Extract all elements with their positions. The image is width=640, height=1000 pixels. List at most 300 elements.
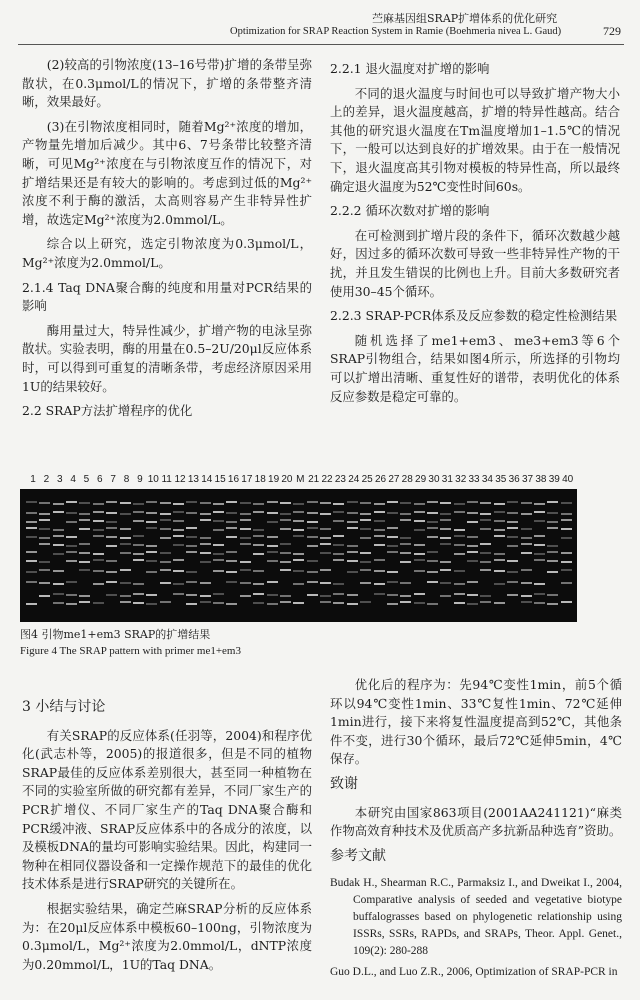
lane-label: 12 xyxy=(174,474,186,485)
gel-band xyxy=(427,521,438,523)
gel-band xyxy=(360,513,371,515)
gel-band xyxy=(66,536,77,538)
gel-band xyxy=(320,595,331,597)
gel-band xyxy=(507,512,518,514)
gel-band xyxy=(146,594,157,596)
gel-band xyxy=(414,570,425,572)
gel-band xyxy=(307,501,318,503)
gel-band xyxy=(79,569,90,571)
gel-band xyxy=(213,503,224,505)
gel-band xyxy=(133,520,144,522)
gel-band xyxy=(440,582,451,584)
gel-band xyxy=(253,529,264,531)
gel-band xyxy=(253,544,264,546)
gel-band xyxy=(79,595,90,597)
gel-band xyxy=(53,602,64,604)
gel-band xyxy=(521,537,532,539)
gel-band xyxy=(173,535,184,537)
lane-label: 38 xyxy=(535,474,547,485)
gel-band xyxy=(347,603,358,605)
lane-label: 21 xyxy=(308,474,320,485)
lane-label: 15 xyxy=(214,474,226,485)
gel-band xyxy=(454,503,465,505)
figure-caption-en: Figure 4 The SRAP pattern with primer me1+em3 xyxy=(20,645,241,657)
gel-band xyxy=(280,513,291,515)
gel-band xyxy=(507,571,518,573)
gel-band xyxy=(93,529,104,531)
gel-band xyxy=(106,501,117,503)
gel-band xyxy=(307,571,318,573)
gel-band xyxy=(494,529,505,531)
gel-band xyxy=(360,519,371,521)
gel-band xyxy=(280,552,291,554)
gel-band xyxy=(467,560,478,562)
gel-band xyxy=(226,603,237,605)
gel-band xyxy=(547,571,558,573)
gel-band xyxy=(39,537,50,539)
gel-band xyxy=(200,582,211,584)
lane-label: 6 xyxy=(97,474,103,485)
gel-band xyxy=(173,559,184,561)
gel-band xyxy=(39,519,50,521)
gel-band xyxy=(160,502,171,504)
gel-band xyxy=(106,571,117,573)
gel-band xyxy=(133,535,144,537)
gel-band xyxy=(39,528,50,530)
gel-band xyxy=(387,594,398,596)
gel-band xyxy=(561,513,572,515)
gel-band xyxy=(454,544,465,546)
gel-band xyxy=(494,559,505,561)
gel-band xyxy=(414,520,425,522)
paragraph: 在可检测到扩增片段的条件下，循环次数越少越好，因过多的循环次数可导致一些非特异性产物的干扰，并且发生错误的比例也上升。目前大多数研究者使用30–45个循环。 xyxy=(330,227,620,299)
gel-band xyxy=(400,595,411,597)
gel-band xyxy=(226,571,237,573)
gel-band xyxy=(39,582,50,584)
gel-band xyxy=(253,602,264,604)
gel-band xyxy=(547,501,558,503)
gel-band xyxy=(133,544,144,546)
gel-band xyxy=(374,529,385,531)
gel-band xyxy=(534,559,545,561)
gel-band xyxy=(200,543,211,545)
gel-band xyxy=(160,552,171,554)
gel-band xyxy=(173,544,184,546)
gel-band xyxy=(454,602,465,604)
gel-band xyxy=(467,594,478,596)
gel-band xyxy=(253,583,264,585)
gel-band xyxy=(414,529,425,531)
gel-band xyxy=(427,603,438,605)
gel-band xyxy=(200,502,211,504)
gel-band xyxy=(53,544,64,546)
gel-band xyxy=(347,527,358,529)
gel-band xyxy=(186,551,197,553)
gel-band xyxy=(146,571,157,573)
gel-band xyxy=(347,545,358,547)
gel-band xyxy=(293,503,304,505)
gel-band xyxy=(347,551,358,553)
gel-band xyxy=(400,502,411,504)
gel-band xyxy=(494,583,505,585)
gel-band xyxy=(133,602,144,604)
gel-lane-labels xyxy=(20,474,620,488)
gel-band xyxy=(79,513,90,515)
gel-band xyxy=(240,569,251,571)
lane-label: 1 xyxy=(30,474,36,485)
gel-band xyxy=(454,583,465,585)
gel-band xyxy=(267,581,278,583)
gel-band xyxy=(226,551,237,553)
gel-band xyxy=(414,559,425,561)
subsection-heading: 2.1.4 Taq DNA聚合酶的纯度和用量对PCR结果的影响 xyxy=(22,279,312,314)
gel-band xyxy=(39,502,50,504)
gel-band xyxy=(400,561,411,563)
gel-band xyxy=(494,520,505,522)
gel-band xyxy=(534,535,545,537)
gel-band xyxy=(160,582,171,584)
gel-band xyxy=(333,503,344,505)
gel-band xyxy=(53,529,64,531)
gel-band xyxy=(93,583,104,585)
gel-band xyxy=(66,545,77,547)
gel-band xyxy=(186,501,197,503)
gel-band xyxy=(521,601,532,603)
lane-label: 19 xyxy=(268,474,280,485)
gel-band xyxy=(400,582,411,584)
gel-band xyxy=(39,561,50,563)
gel-band xyxy=(66,603,77,605)
gel-band xyxy=(454,535,465,537)
gel-band xyxy=(534,593,545,595)
gel-band xyxy=(213,520,224,522)
gel-band xyxy=(120,543,131,545)
gel-band xyxy=(333,602,344,604)
gel-band xyxy=(267,560,278,562)
gel-band xyxy=(120,537,131,539)
gel-band xyxy=(293,583,304,585)
paragraph: 优化后的程序为：先94℃变性1min，前5个循环以94℃变性1min、33℃复性1min、72℃延伸1min进行，接下来将复性温度提高到52℃，其他条件不变，进行30个循环，最后72℃延伸5min，4℃保存。 xyxy=(330,677,622,767)
gel-band xyxy=(200,601,211,603)
gel-band xyxy=(160,519,171,521)
gel-band xyxy=(494,535,505,537)
gel-band xyxy=(387,603,398,605)
gel-band xyxy=(66,594,77,596)
gel-band xyxy=(387,551,398,553)
gel-band xyxy=(547,560,558,562)
gel-band xyxy=(387,581,398,583)
gel-band xyxy=(561,519,572,521)
gel-band xyxy=(26,581,37,583)
gel-band xyxy=(120,502,131,504)
gel-band xyxy=(293,602,304,604)
gel-band xyxy=(93,511,104,513)
lane-label: 5 xyxy=(83,474,90,485)
gel-band xyxy=(253,535,264,537)
gel-band xyxy=(26,512,37,514)
gel-band xyxy=(79,528,90,530)
gel-band xyxy=(240,595,251,597)
lane-label: 25 xyxy=(361,474,373,485)
gel-band xyxy=(400,519,411,521)
gel-band xyxy=(440,537,451,539)
gel-band xyxy=(26,521,37,523)
gel-band xyxy=(173,511,184,513)
gel-band xyxy=(280,502,291,504)
gel-band xyxy=(307,527,318,529)
gel-band xyxy=(66,560,77,562)
gel-band xyxy=(226,560,237,562)
gel-band xyxy=(320,543,331,545)
gel-band xyxy=(480,543,491,545)
gel-band xyxy=(333,544,344,546)
lane-label: 23 xyxy=(334,474,346,485)
gel-band xyxy=(133,553,144,555)
running-header-en: Optimization for SRAP Reaction System in Ramie (Boehmeria nivea L. Gaud) xyxy=(230,26,562,37)
gel-band xyxy=(360,561,371,563)
gel-band xyxy=(467,603,478,605)
gel-band xyxy=(280,519,291,521)
gel-band xyxy=(66,521,77,523)
gel-band xyxy=(307,560,318,562)
gel-band xyxy=(93,570,104,572)
gel-band xyxy=(467,521,478,523)
gel-band xyxy=(160,561,171,563)
gel-band xyxy=(293,559,304,561)
gel-band xyxy=(480,569,491,571)
gel-band xyxy=(160,513,171,515)
gel-band xyxy=(333,553,344,555)
gel-band xyxy=(53,553,64,555)
gel-band xyxy=(561,552,572,554)
gel-band xyxy=(106,527,117,529)
gel-band xyxy=(374,593,385,595)
gel-band xyxy=(374,583,385,585)
gel-band xyxy=(387,512,398,514)
gel-band xyxy=(26,536,37,538)
lane-label: 33 xyxy=(468,474,480,485)
gel-band xyxy=(333,559,344,561)
gel-band xyxy=(480,519,491,521)
gel-band xyxy=(240,528,251,530)
gel-band xyxy=(120,582,131,584)
gel-band xyxy=(347,521,358,523)
lane-label: 11 xyxy=(161,474,172,485)
gel-band xyxy=(293,570,304,572)
gel-band xyxy=(186,536,197,538)
gel-band xyxy=(293,529,304,531)
gel-band xyxy=(160,569,171,571)
gel-band xyxy=(507,560,518,562)
lane-label: 36 xyxy=(508,474,520,485)
gel-band xyxy=(561,582,572,584)
lane-label: 27 xyxy=(388,474,400,485)
gel-band xyxy=(454,511,465,513)
gel-band xyxy=(200,552,211,554)
gel-band xyxy=(507,521,518,523)
gel-band xyxy=(66,501,77,503)
gel-band xyxy=(467,501,478,503)
gel-band xyxy=(200,537,211,539)
gel-band xyxy=(521,513,532,515)
gel-band xyxy=(454,570,465,572)
paragraph: 随机选择了me1+em3、me3+em3等6个SRAP引物组合，结果如图4所示，所选择的引物均可以扩增出清晰、重复性好的谱带，表明优化的体系反应参数是稳定可靠的。 xyxy=(330,332,620,404)
gel-band xyxy=(440,561,451,563)
gel-band xyxy=(360,528,371,530)
gel-band xyxy=(93,503,104,505)
gel-band xyxy=(320,528,331,530)
gel-band xyxy=(280,595,291,597)
gel-band xyxy=(547,545,558,547)
gel-band xyxy=(333,593,344,595)
lane-label: M xyxy=(296,474,305,485)
gel-band xyxy=(226,521,237,523)
gel-band xyxy=(146,501,157,503)
gel-band xyxy=(93,535,104,537)
gel-band xyxy=(454,593,465,595)
gel-band xyxy=(534,520,545,522)
acknowledgement-heading: 致谢 xyxy=(330,775,358,792)
lane-label: 24 xyxy=(348,474,360,485)
lane-label: 32 xyxy=(455,474,467,485)
gel-band xyxy=(66,551,77,553)
lane-label: 22 xyxy=(321,474,333,485)
gel-band xyxy=(39,543,50,545)
gel-band xyxy=(26,501,37,503)
gel-band xyxy=(226,536,237,538)
gel-band xyxy=(547,512,558,514)
gel-band xyxy=(79,561,90,563)
gel-band xyxy=(280,561,291,563)
gel-band xyxy=(293,535,304,537)
gel-band xyxy=(93,559,104,561)
gel-band xyxy=(507,581,518,583)
gel-band xyxy=(79,519,90,521)
gel-band xyxy=(106,512,117,514)
gel-band xyxy=(200,595,211,597)
gel-band xyxy=(494,503,505,505)
gel-band xyxy=(440,513,451,515)
gel-band xyxy=(79,502,90,504)
gel-band xyxy=(374,520,385,522)
gel-band xyxy=(253,593,264,595)
gel-band xyxy=(173,570,184,572)
gel-band xyxy=(267,603,278,605)
gel-band xyxy=(267,551,278,553)
gel-band xyxy=(39,595,50,597)
gel-band xyxy=(93,553,104,555)
lane-label: 26 xyxy=(374,474,387,485)
gel-band xyxy=(414,553,425,555)
gel-band xyxy=(66,512,77,514)
gel-band xyxy=(146,545,157,547)
gel-band xyxy=(307,536,318,538)
gel-band xyxy=(400,552,411,554)
gel-band xyxy=(53,570,64,572)
gel-band xyxy=(26,551,37,553)
gel-band xyxy=(440,595,451,597)
lane-label: 35 xyxy=(495,474,507,485)
gel-band xyxy=(226,527,237,529)
gel-band xyxy=(267,545,278,547)
gel-band xyxy=(360,601,371,603)
lane-label: 29 xyxy=(415,474,427,485)
gel-band xyxy=(320,513,331,515)
gel-band xyxy=(467,551,478,553)
gel-band xyxy=(173,503,184,505)
gel-band xyxy=(454,553,465,555)
gel-band xyxy=(347,512,358,514)
gel-band xyxy=(213,602,224,604)
subsection-heading: 2.2.3 SRAP-PCR体系及反应参数的稳定性检测结果 xyxy=(330,308,618,324)
gel-band xyxy=(521,552,532,554)
paragraph: 根据实验结果，确定苎麻SRAP分析的反应体系为：在20μl反应体系中模板60–100ng，引物浓度为0.3μmol/L，Mg²⁺浓度为2.0mmol/L，dNTP浓度为0.20mmol/L，1U的Taq DNA。 xyxy=(22,900,312,972)
gel-band xyxy=(146,551,157,553)
gel-band xyxy=(186,571,197,573)
gel-band xyxy=(534,583,545,585)
gel-band xyxy=(267,501,278,503)
gel-band xyxy=(400,543,411,545)
gel-band xyxy=(320,537,331,539)
paragraph: 酶用量过大，特异性减少，扩增产物的电泳呈弥散状。实验表明，酶的用量在0.5–2U/20μl反应体系时，可以得到可重复的清晰条带，考虑经济原因采用1U的结果较好。 xyxy=(22,322,312,394)
gel-band xyxy=(507,536,518,538)
gel-band xyxy=(480,528,491,530)
gel-band xyxy=(440,569,451,571)
gel-band xyxy=(173,593,184,595)
gel-band xyxy=(467,536,478,538)
gel-band xyxy=(93,520,104,522)
gel-band xyxy=(440,543,451,545)
gel-band xyxy=(39,569,50,571)
gel-band xyxy=(133,511,144,513)
paragraph: 本研究由国家863项目(2001AA241121)“麻类作物高效育种技术及优质高产多抗新品种选育”资助。 xyxy=(330,804,622,839)
gel-band xyxy=(120,595,131,597)
gel-band xyxy=(374,503,385,505)
gel-band xyxy=(374,535,385,537)
gel-band xyxy=(521,569,532,571)
gel-band xyxy=(26,603,37,605)
gel-band xyxy=(427,571,438,573)
gel-band xyxy=(507,527,518,529)
gel-band xyxy=(253,503,264,505)
gel-band xyxy=(374,559,385,561)
gel-band xyxy=(186,581,197,583)
gel-band xyxy=(320,502,331,504)
gel-band xyxy=(480,513,491,515)
gel-band xyxy=(427,527,438,529)
gel-band xyxy=(200,561,211,563)
gel-band xyxy=(280,543,291,545)
gel-band xyxy=(160,528,171,530)
gel-band xyxy=(347,571,358,573)
gel-band xyxy=(561,502,572,504)
lane-label: 8 xyxy=(123,474,130,485)
gel-band xyxy=(53,503,64,505)
gel-band xyxy=(146,603,157,605)
gel-band xyxy=(414,511,425,513)
gel-band xyxy=(561,537,572,539)
gel-band xyxy=(307,521,318,523)
gel-band xyxy=(106,521,117,523)
gel-band xyxy=(521,543,532,545)
lane-label: 28 xyxy=(401,474,413,485)
gel-band xyxy=(347,594,358,596)
gel-band xyxy=(534,503,545,505)
gel-band xyxy=(106,545,117,547)
gel-band xyxy=(253,553,264,555)
gel-band xyxy=(79,601,90,603)
gel-band xyxy=(26,560,37,562)
